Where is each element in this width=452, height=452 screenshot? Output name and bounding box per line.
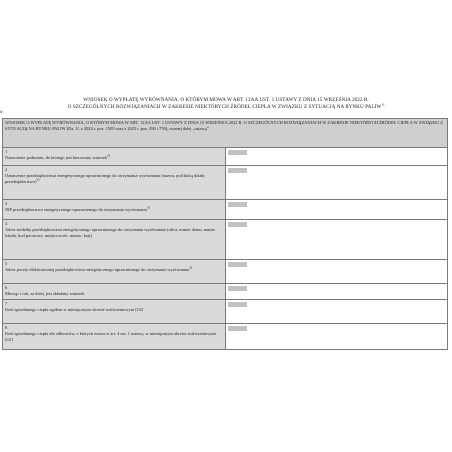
field-label [3,324,226,350]
side-marker: o [0,110,3,115]
field-number: 4 [5,221,8,226]
field-input-placeholder[interactable] [228,326,247,331]
field-input-placeholder[interactable] [228,302,247,307]
form-row [3,324,448,350]
field-footnote: 3) [189,265,192,270]
field-number: 5 [5,261,8,266]
field-value[interactable] [225,200,448,220]
field-value[interactable] [225,220,448,260]
field-input-placeholder[interactable] [228,168,247,173]
form-row [3,166,448,200]
field-text: Miesiąc i rok, za który jest składany wniosek [5,290,85,296]
field-text: Ilość sprzedanego ciepła dla odbiorców, o których mowa w art. 4 ust. 1 ustawy, w miesięcznym okresie rozliczeniowym [GJ] [5,330,216,342]
field-number: 2 [5,167,8,172]
field-number: 7 [5,301,8,306]
field-input-placeholder[interactable] [228,150,247,155]
field-footnote: 3) [146,205,150,210]
field-input-placeholder[interactable] [228,262,247,267]
document-title [8,97,444,111]
field-text: Ilość sprzedanego ciepła ogółem w miesięcznym okresie rozliczeniowym [GJ] [5,306,144,312]
field-number: 6 [5,285,8,290]
field-label [3,166,226,200]
field-input-placeholder[interactable] [228,202,247,207]
form-row [3,220,448,260]
field-input-placeholder[interactable] [228,286,247,291]
title-footnote: 1) [381,102,385,107]
title-line-2 [8,104,444,111]
field-footnote: 3) [36,177,40,182]
field-number: 3 [5,201,8,206]
form-row [3,300,448,324]
form-header: WNIOSEK O WYPŁATĘ WYRÓWNANIA, O KTÓRYM MOWA W ART. 12AA UST. 1 USTAWY Z DNIA 15 WRZEŚNIA 2022 R. O SZCZEGÓLNYCH ROZWIĄZANIACH W ZAKRESIE NIEKTÓRYCH ŹRÓDEŁ CIEPŁA W ZWIĄZKU Z SYTUACJĄ NA RYNKU PALIW (Dz. U. z 2024 r. poz. 1509 oraz z 2025 r. poz. 290 i 759), zwanej dalej „ustawą” [3,119,448,148]
field-label [3,200,226,220]
form-row [3,284,448,300]
field-text: Adres poczty elektronicznej przedsiębiorstwa energetycznego uprawnionego do otrzymania wyrównania [5,266,190,272]
field-number: 1 [5,149,8,154]
field-footnote: 2) [107,153,110,158]
field-value[interactable] [225,260,448,284]
title-line-1: WNIOSEK O WYPŁATĘ WYRÓWNANIA, O KTÓRYM MOWA W ART. 12AA UST. 1 USTAWY Z DNIA 15 WRZEŚNIA 2022 R. [83,97,369,103]
field-text: NIP przedsiębiorstwa energetycznego uprawnionego do otrzymania wyrównania [5,206,147,212]
field-input-placeholder[interactable] [228,222,247,227]
field-label [3,148,226,166]
field-value[interactable] [225,300,448,324]
form-row [3,260,448,284]
form-row [3,200,448,220]
field-value[interactable] [225,148,448,166]
field-label [3,300,226,324]
application-form-table [2,118,448,350]
field-value[interactable] [225,284,448,300]
field-text: Oznaczenie podmiotu, do którego jest kierowany wniosek [5,154,108,160]
field-value[interactable] [225,166,448,200]
form-header-row [3,119,448,148]
field-text: Oznaczenie przedsiębiorstwa energetycznego uprawnionego do otrzymania wyrównania (nazwa, pod którą działa przedsiębiorstwo) [5,172,205,184]
field-text: Adres siedziby przedsiębiorstwa energetycznego uprawnionego do otrzymania wyrównania (ulica, numer domu, numer lokalu, kod pocztowy, miejscowość, miasto, kraj) [5,226,215,238]
field-label [3,284,226,300]
field-label [3,220,226,260]
field-label [3,260,226,284]
title-line-2-text: O SZCZEGÓLNYCH ROZWIĄZANIACH W ZAKRESIE NIEKTÓRYCH ŹRÓDEŁ CIEPŁA W ZWIĄZKU Z SYTUACJĄ NA RYNKU PALIW [67,104,382,110]
field-number: 8 [5,325,8,330]
form-row [3,148,448,166]
field-value[interactable] [225,324,448,350]
